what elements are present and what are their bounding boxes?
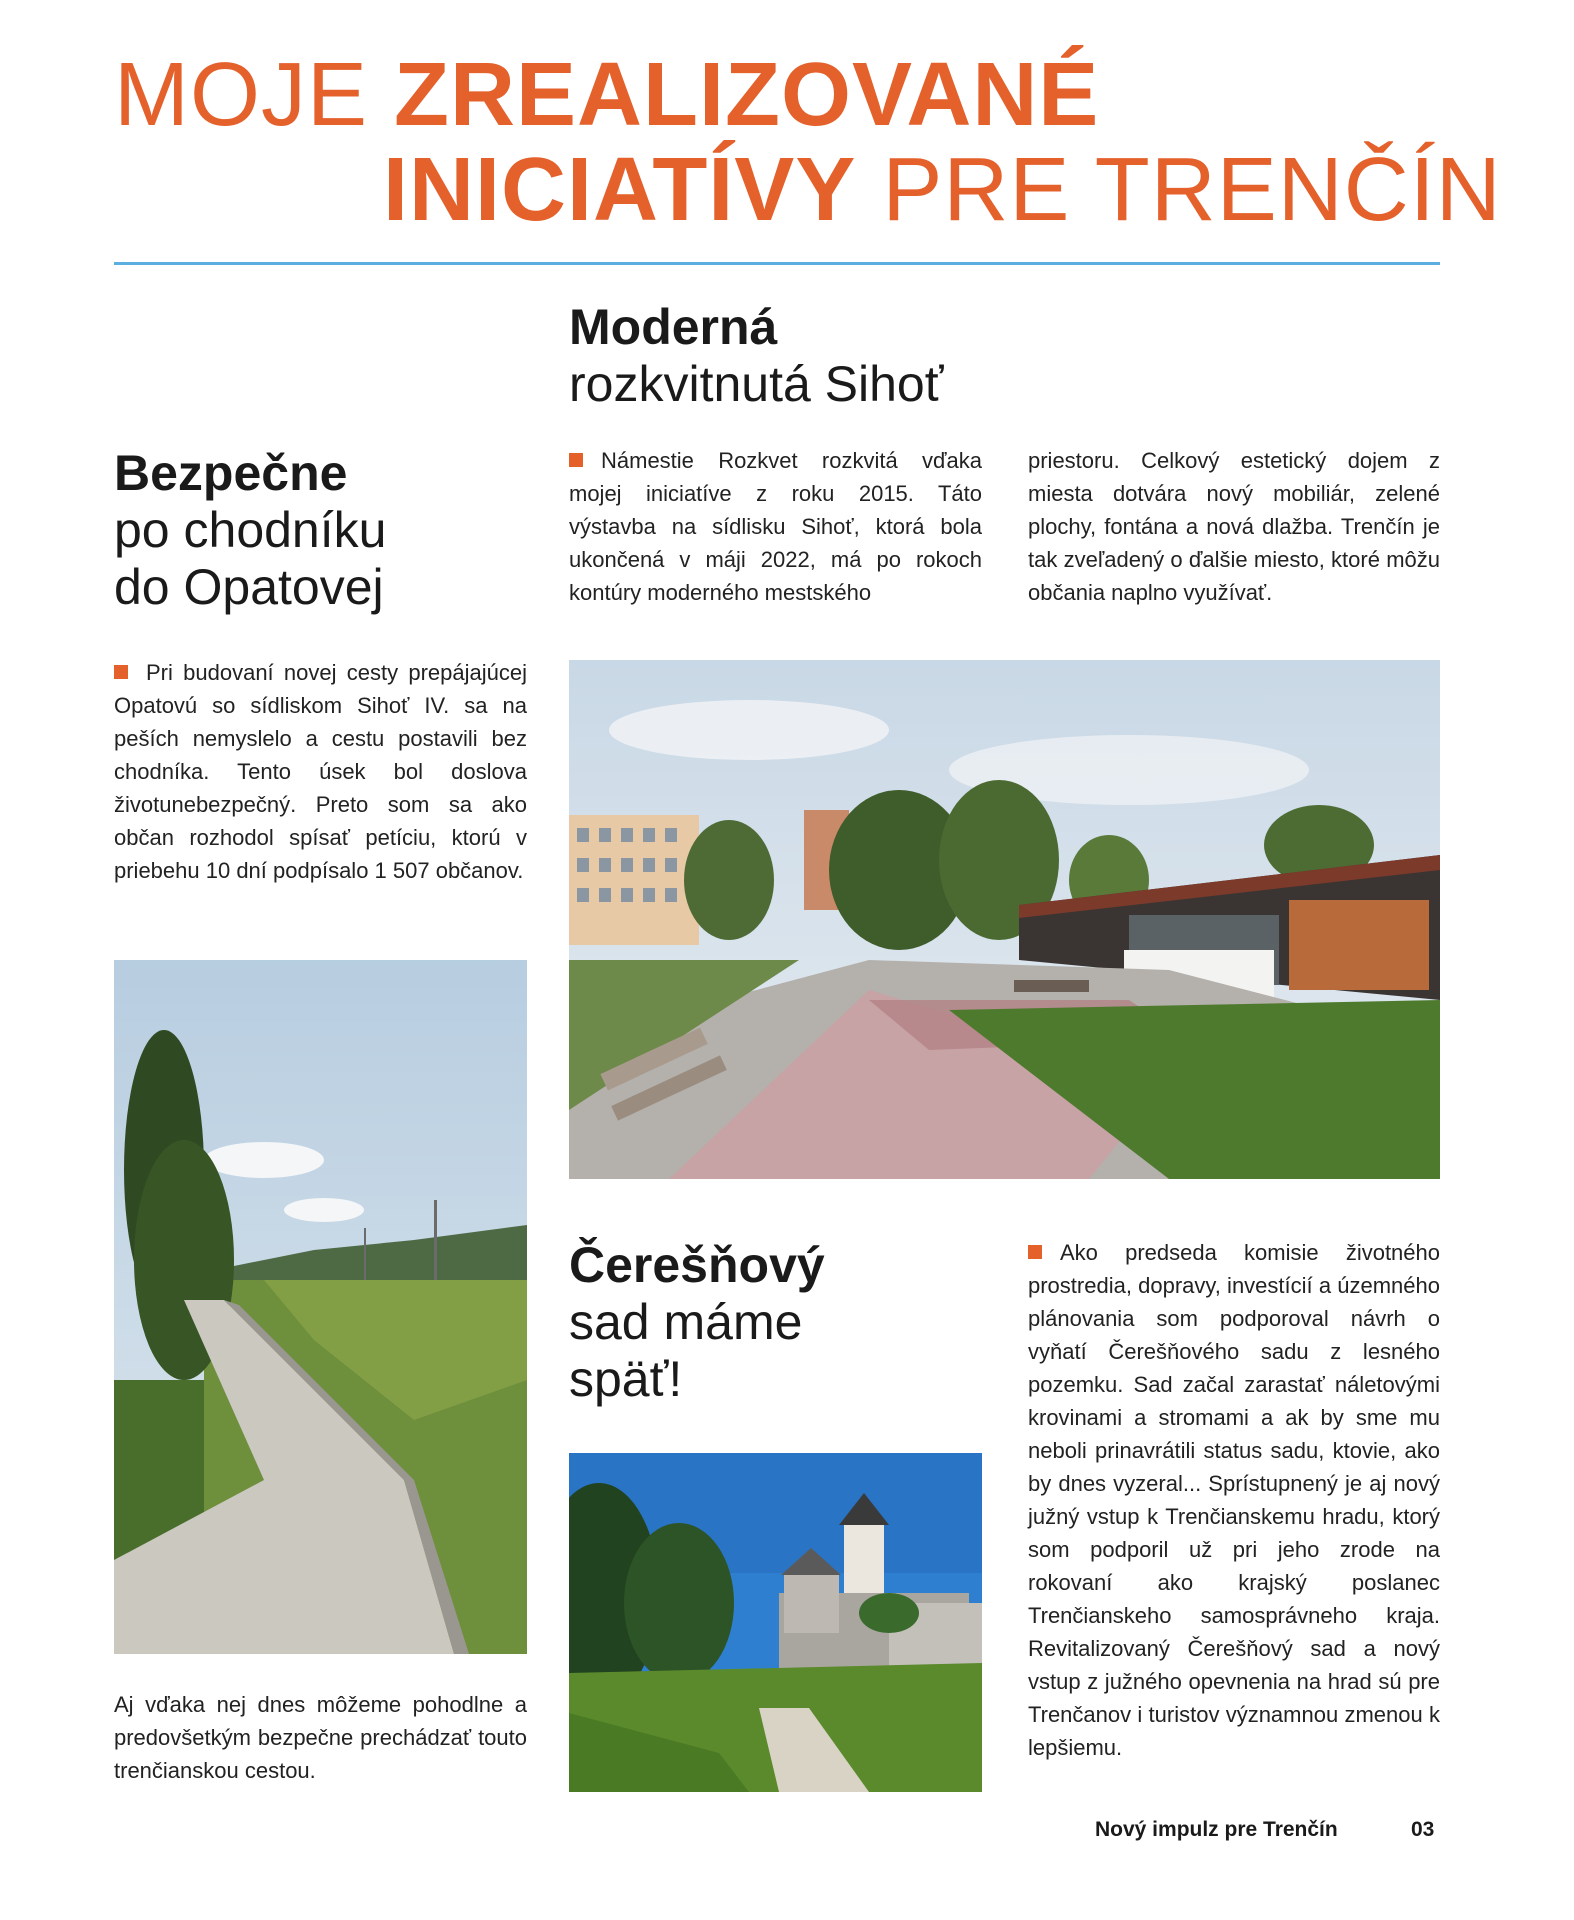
heading-moderna-sihot: [569, 299, 944, 413]
sihot-text-1: Námestie Rozkvet rozkvitá vďaka mojej iniciatíve z roku 2015. Táto výstavba na sídlisku Sihoť, ktorá bola ukončená v máji 2022, má po rokoch kontúry moderného mestského: [569, 448, 982, 605]
page-title-line-2: [383, 140, 1502, 240]
heading-po-chodniku: po chodníku: [114, 502, 387, 558]
bullet-marker: [569, 453, 583, 467]
title-pre-trencin: PRE TRENČÍN: [856, 140, 1502, 240]
opatova-body: Pri budovaní novej cesty prepájajúcej Opatovú so sídliskom Sihoť IV. sa na peších nemyslelo a cestu postavili bez chodníka. Tento úsek bol doslova životunebezpečný. Preto som sa ako občan rozhodol spísať petíciu, ktorú v priebehu 10 dní podpísalo 1 507 občanov.: [114, 660, 527, 883]
sihot-text-2: priestoru. Celkový estetický dojem z miesta dotvára nový mobiliár, zelené plochy, fontána a nová dlažba. Trenčín je tak zveľadený o ďalšie miesto, ktoré môžu občania naplno využívať.: [1028, 448, 1440, 605]
heading-bezpecne-chodnik: [114, 445, 386, 616]
opatova-caption: Aj vďaka nej dnes môžeme pohodlne a predovšetkým bezpečne prechádzať touto trenčianskou cestou.: [114, 1692, 527, 1783]
footer-page-number: 03: [1411, 1818, 1435, 1841]
heading-bezpecne: Bezpečne: [114, 445, 348, 501]
title-divider: [114, 262, 1440, 265]
sihot-text-column-1: [569, 444, 982, 609]
heading-sad-mame: sad máme: [569, 1294, 803, 1350]
photo-opatova-path: [114, 960, 527, 1654]
title-iniciativy: INICIATÍVY: [383, 140, 857, 240]
sihot-text-column-2: [1028, 444, 1440, 609]
opatova-text: [114, 656, 527, 887]
bullet-marker: [1028, 1245, 1042, 1259]
bullet-marker: [114, 665, 128, 679]
sad-text: [1028, 1236, 1440, 1764]
heading-seresnovy-sad: [569, 1237, 825, 1408]
heading-spat: späť!: [569, 1351, 683, 1407]
page-title-line-1: [114, 45, 1100, 145]
title-moje: MOJE: [114, 45, 395, 145]
title-zrealizovane: ZREALIZOVANÉ: [394, 45, 1100, 145]
heading-do-opatovej: do Opatovej: [114, 559, 384, 615]
footer-publication: Nový impulz pre Trenčín: [1095, 1818, 1338, 1841]
heading-moderna: Moderná: [569, 299, 778, 355]
sad-body: Ako predseda komisie životného prostredia, dopravy, investícií a územného plánovania som podporoval návrh o vyňatí Čerešňového sadu z lesného pozemku. Sad začal zarastať náletovými krovinami a stromami a ak by sme mu neboli prinavrátili status sadu, ktovie, ako by dnes vyzeral... Sprístupnený je aj nový južný vstup k Trenčianskemu hradu, ktorý som podporil už pri jeho zrode na rokovaní ako krajský poslanec Trenčianskeho samosprávneho kraja. Revitalizovaný Čerešňový sad a nový vstup z južného opevnenia na hrad sú pre Trenčanov i turistov významnou zmenou k lepšiemu.: [1028, 1240, 1440, 1760]
heading-rozkvitnuta-sihot: rozkvitnutá Sihoť: [569, 356, 944, 412]
photo-sihot-square: [569, 660, 1440, 1179]
heading-ceresnovy: Čerešňový: [569, 1237, 825, 1293]
photo-castle-orchard: [569, 1453, 982, 1792]
